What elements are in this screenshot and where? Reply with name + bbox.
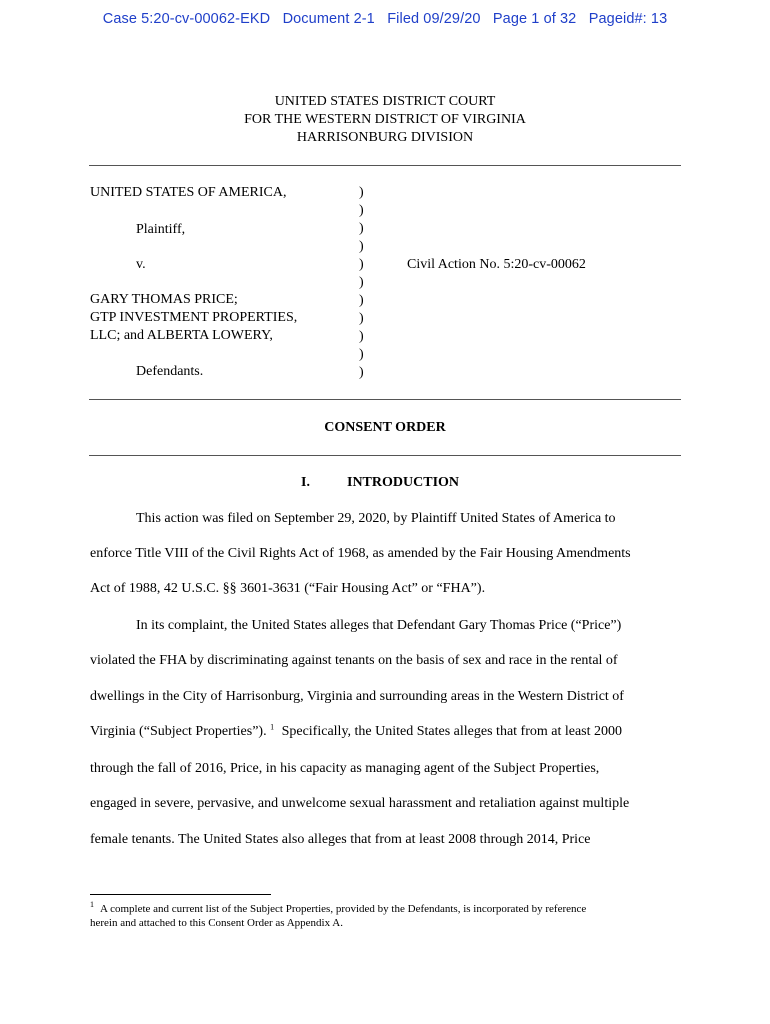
paragraph-1-line-2: enforce Title VIII of the Civil Rights Act of 1968, as amended by the Fair Housing Amendments [90, 546, 631, 561]
paragraph-2-line-1: In its complaint, the United States alleges that Defendant Gary Thomas Price (“Price”) [136, 618, 622, 633]
paragraph-2-line-6: engaged in severe, pervasive, and unwelcome sexual harassment and retaliation against multiple [90, 796, 630, 811]
defendants-label: Defendants. [136, 364, 204, 379]
paragraph-1-line-1: This action was filed on September 29, 2020, by Plaintiff United States of America to [136, 511, 616, 526]
caption-paren: ) [359, 203, 364, 218]
plaintiff-name: UNITED STATES OF AMERICA, [90, 185, 287, 200]
footnote-mark: 1 [90, 900, 94, 909]
defendant-name-3: LLC; and ALBERTA LOWERY, [90, 328, 273, 343]
paragraph-2-line-3: dwellings in the City of Harrisonburg, Virginia and surrounding areas in the Western District of [90, 689, 624, 704]
paragraph-2-line-4-text-b: Specifically, the United States alleges that from at least 2000 [281, 724, 623, 739]
paragraph-2-line-4 [90, 724, 622, 740]
caption-bottom-rule [89, 399, 681, 400]
caption-paren: ) [359, 185, 364, 200]
court-name: UNITED STATES DISTRICT COURT [274, 94, 496, 109]
caption-paren: ) [359, 365, 364, 380]
caption-paren: ) [359, 239, 364, 254]
footnote-line-1: A complete and current list of the Subject Properties, provided by the Defendants, is incorporated by reference [100, 903, 587, 915]
court-division: HARRISONBURG DIVISION [296, 130, 474, 145]
versus-label: v. [136, 257, 146, 272]
caption-paren: ) [359, 311, 364, 326]
title-rule [89, 455, 681, 456]
section-number: I. [301, 475, 310, 490]
caption-paren: ) [359, 257, 364, 272]
plaintiff-label: Plaintiff, [136, 222, 186, 237]
caption-paren: ) [359, 329, 364, 344]
paragraph-2-line-7: female tenants. The United States also alleges that from at least 2008 through 2014, Price [90, 832, 591, 847]
caption-paren: ) [359, 347, 364, 362]
paragraph-2-line-5: through the fall of 2016, Price, in his capacity as managing agent of the Subject Properties, [90, 761, 600, 776]
footnote-line-2: herein and attached to this Consent Order as Appendix A. [90, 917, 343, 929]
paragraph-2-line-4-text-a: Virginia (“Subject Properties”). [90, 724, 267, 739]
caption-paren: ) [359, 275, 364, 290]
defendant-name-1: GARY THOMAS PRICE; [90, 292, 238, 307]
caption-paren: ) [359, 293, 364, 308]
footnote-separator [90, 894, 271, 895]
caption-paren: ) [359, 221, 364, 236]
paragraph-2-line-2: violated the FHA by discriminating against tenants on the basis of sex and race in the rental of [90, 653, 618, 668]
section-title: INTRODUCTION [347, 475, 460, 490]
caption-top-rule [89, 165, 681, 166]
defendant-name-2: GTP INVESTMENT PROPERTIES, [90, 310, 298, 325]
court-district: FOR THE WESTERN DISTRICT OF VIRGINIA [244, 112, 526, 127]
ecf-header-stamp: Case 5:20-cv-00062-EKD Document 2-1 Filed 09/29/20 Page 1 of 32 Pageid#: 13 [102, 11, 668, 27]
civil-action-number: Civil Action No. 5:20-cv-00062 [407, 257, 586, 272]
paragraph-1-line-3: Act of 1988, 42 U.S.C. §§ 3601-3631 (“Fair Housing Act” or “FHA”). [90, 581, 486, 596]
document-title: CONSENT ORDER [324, 420, 446, 435]
footnote-reference: 1 [270, 722, 275, 732]
